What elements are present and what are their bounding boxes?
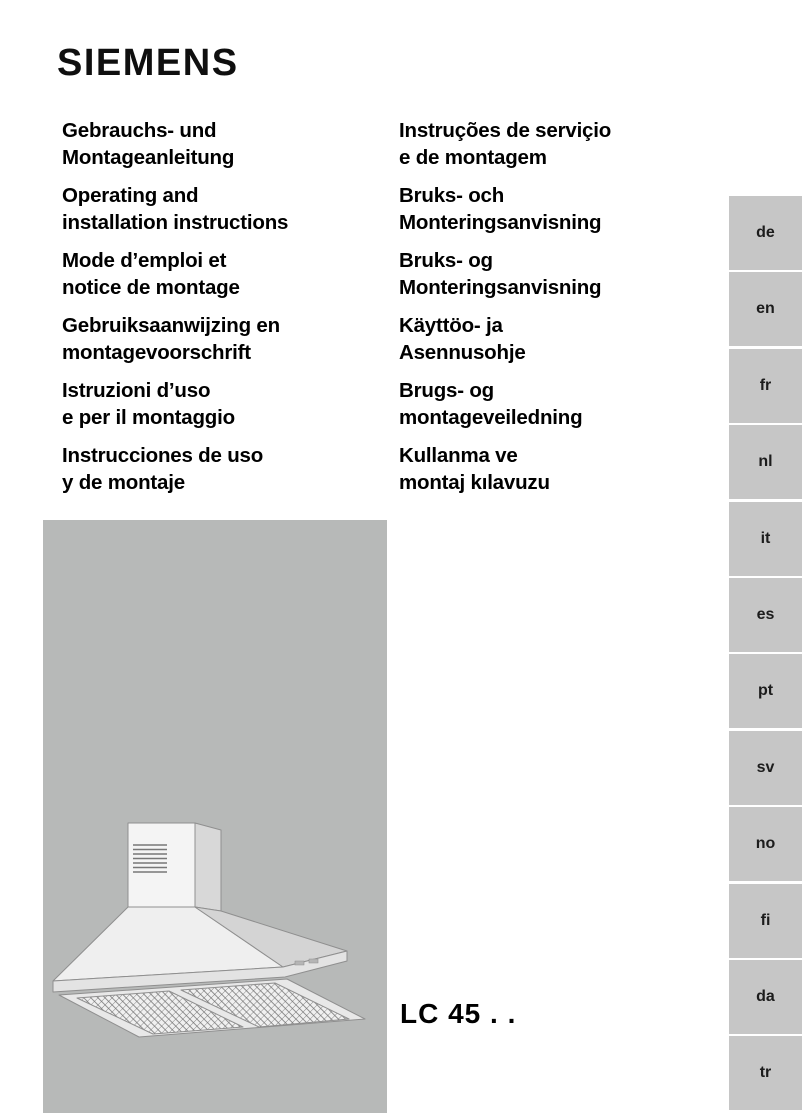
language-line: Monteringsanvisning xyxy=(399,276,602,299)
language-entry-de xyxy=(62,117,382,171)
language-tab-da: da xyxy=(729,960,802,1034)
language-line: Istruzioni d’uso xyxy=(62,379,211,402)
language-line: Kullanma ve xyxy=(399,444,518,467)
language-line: Bruks- og xyxy=(399,249,493,272)
language-tab-no: no xyxy=(729,807,802,881)
language-line: Gebrauchs- und xyxy=(62,119,217,142)
language-column-left xyxy=(62,117,382,507)
language-tab-sv: sv xyxy=(729,731,802,805)
language-line: installation instructions xyxy=(62,211,289,234)
language-entry-fr xyxy=(62,247,382,301)
language-line: Instrucciones de uso xyxy=(62,444,264,467)
language-entry-sv xyxy=(399,182,719,236)
brand-logo: SIEMENS xyxy=(57,42,239,84)
language-line: Monteringsanvisning xyxy=(399,211,602,234)
language-line: Käyttöo- ja xyxy=(399,314,503,337)
language-line: montageveiledning xyxy=(399,406,583,429)
language-tab-it: it xyxy=(729,502,802,576)
language-line: Mode d’emploi et xyxy=(62,249,227,272)
language-tab-fr: fr xyxy=(729,349,802,423)
language-entry-fi xyxy=(399,312,719,366)
extractor-hood-illustration xyxy=(43,805,387,1075)
product-image-panel xyxy=(43,520,387,1113)
language-line: Asennusohje xyxy=(399,341,526,364)
language-tab-nl: nl xyxy=(729,425,802,499)
language-line: Montageanleitung xyxy=(62,146,235,169)
language-line: e per il montaggio xyxy=(62,406,235,429)
language-entry-it xyxy=(62,377,382,431)
language-line: e de montagem xyxy=(399,146,547,169)
language-tab-fi: fi xyxy=(729,884,802,958)
language-line: montagevoorschrift xyxy=(62,341,251,364)
language-entry-en xyxy=(62,182,382,236)
language-line: y de montaje xyxy=(62,471,185,494)
language-line: notice de montage xyxy=(62,276,240,299)
language-line: montaj kılavuzu xyxy=(399,471,550,494)
language-line: Gebruiksaanwijzing en xyxy=(62,314,280,337)
language-line: Bruks- och xyxy=(399,184,505,207)
language-entry-no xyxy=(399,247,719,301)
language-entry-pt xyxy=(399,117,719,171)
language-tab-en: en xyxy=(729,272,802,346)
language-line: Brugs- og xyxy=(399,379,494,402)
language-line: Operating and xyxy=(62,184,199,207)
language-line: Instruções de serviçio xyxy=(399,119,612,142)
language-tab-es: es xyxy=(729,578,802,652)
language-tab-de: de xyxy=(729,196,802,270)
language-entry-es xyxy=(62,442,382,496)
language-column-right xyxy=(399,117,719,507)
language-tab-pt: pt xyxy=(729,654,802,728)
model-number: LC 45 . . xyxy=(400,998,517,1029)
language-entry-nl xyxy=(62,312,382,366)
language-tab-tr: tr xyxy=(729,1036,802,1110)
language-entry-da xyxy=(399,377,719,431)
language-entry-tr xyxy=(399,442,719,496)
language-tab-strip xyxy=(729,196,802,1113)
